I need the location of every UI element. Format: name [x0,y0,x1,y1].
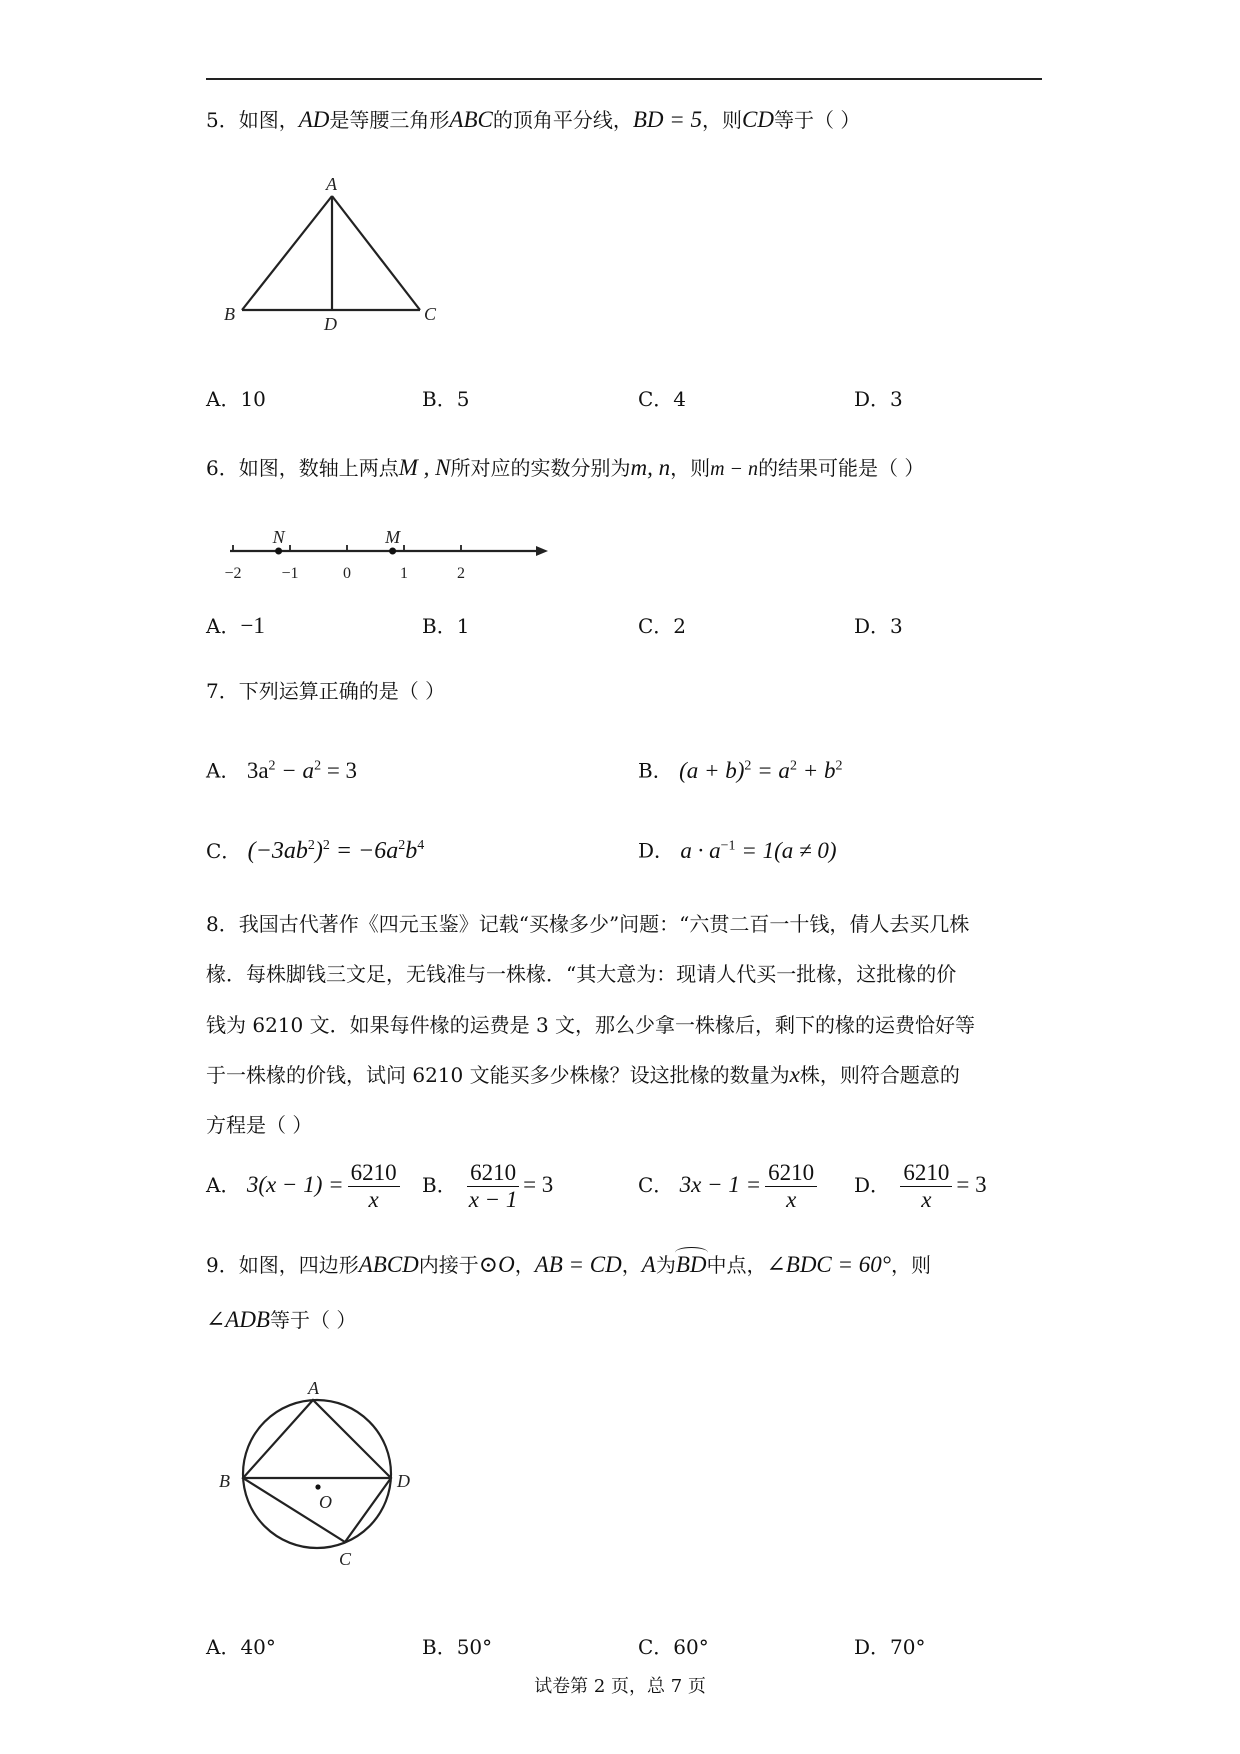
q9-stem-line-1: 9．如图，四边形ABCD内接于⊙O，AB = CD，A为BD中点，∠BDC = 60°，则 [206,1252,931,1277]
point-label-n: N [272,527,285,547]
q7-stem: 7．下列运算正确的是（ ） [206,679,446,703]
q9-label-a: A [308,1378,319,1398]
q8-line-3: 钱为 6210 文．如果每件椽的运费是 3 文，那么少拿一株椽后，剩下的椽的运费恰好等 [206,1013,976,1037]
q6-number-line [220,520,560,590]
q8-option-b[interactable]: B． $\frac{6210}{x - 1}$ = 3 [422,1160,554,1212]
q5-option-a[interactable]: A．10 [206,387,266,411]
q8-option-a[interactable]: A． 3(x − 1) = $\frac{6210}{x}$ [206,1160,404,1213]
q6-option-c[interactable]: C．2 [638,614,687,638]
q9-label-b: B [219,1471,230,1491]
q5-label-d: D [324,314,337,334]
point-m [389,548,396,555]
q5-triangle-figure [200,170,460,340]
q9-option-c[interactable]: C．60° [638,1635,709,1659]
q9-option-a[interactable]: A．40° [206,1635,276,1659]
q7-option-c[interactable]: C． $(-3ab^2)^2 = -6a^2b^4$ [206,838,425,864]
tick-label: 1 [400,565,408,582]
q5-stem: 5．如图，AD是等腰三角形ABC的顶角平分线，BD = 5，则CD等于（ ） [206,107,861,132]
q9-label-o: O [319,1492,332,1512]
q9-circle-figure [215,1375,425,1575]
q6-stem: 6．如图，数轴上两点M , N所对应的实数分别为m, n，则m − n的结果可能是（ ） [206,455,925,480]
tick-label: −1 [281,565,299,582]
q5-option-b[interactable]: B．5 [422,387,470,411]
point-label-m: M [385,527,401,547]
q9-stem-line-2: ∠ADB等于（ ） [206,1307,357,1332]
q8-option-c[interactable]: C． 3x − 1 = $\frac{6210}{x}$ [638,1160,821,1213]
q6-option-a[interactable]: A．−1 [206,613,265,638]
q7-option-a[interactable]: A． $3a^2 - a^2 = 3$ [206,757,358,783]
point-n [275,548,282,555]
tick-label: 2 [457,565,465,582]
q5-label-c: C [424,304,437,324]
header-rule [206,78,1042,80]
q5-label-a: A [326,174,337,194]
q9-label-d: D [397,1471,410,1491]
q5-option-c[interactable]: C．4 [638,387,687,411]
q5-option-d[interactable]: D．3 [854,387,903,411]
number-line-arrow [536,546,548,556]
q9-label-c: C [339,1549,352,1569]
q9-option-b[interactable]: B．50° [422,1635,493,1659]
tick-label: −2 [224,565,242,582]
q9-arc-bd: BD [675,1252,707,1277]
q7-option-d[interactable]: D． $a \cdot a^{-1} = 1(a \ne 0)$ [638,837,837,863]
q6-option-d[interactable]: D．3 [854,614,903,638]
q8-line-2: 椽．每株脚钱三文足，无钱准与一株椽．“其大意为：现请人代买一批椽，这批椽的价 [206,962,957,986]
q8-line-4: 于一株椽的价钱，试问 6210 文能买多少株椽？设这批椽的数量为x株，则符合题意的 [206,1062,960,1087]
q7-option-b[interactable]: B． $(a + b)^2 = a^2 + b^2$ [638,757,843,783]
q9-option-d[interactable]: D．70° [854,1635,926,1659]
q6-option-b[interactable]: B．1 [422,614,470,638]
tick-label: 0 [343,565,351,582]
q5-label-b: B [224,304,235,324]
q8-option-d[interactable]: D． $\frac{6210}{x}$ = 3 [854,1160,987,1212]
q8-line-5: 方程是（ ） [206,1113,313,1137]
q8-line-1: 8．我国古代著作《四元玉鉴》记载“买椽多少”问题：“六贯二百一十钱，倩人去买几株 [206,912,970,936]
page-footer: 试卷第 2 页，总 7 页 [534,1676,706,1697]
